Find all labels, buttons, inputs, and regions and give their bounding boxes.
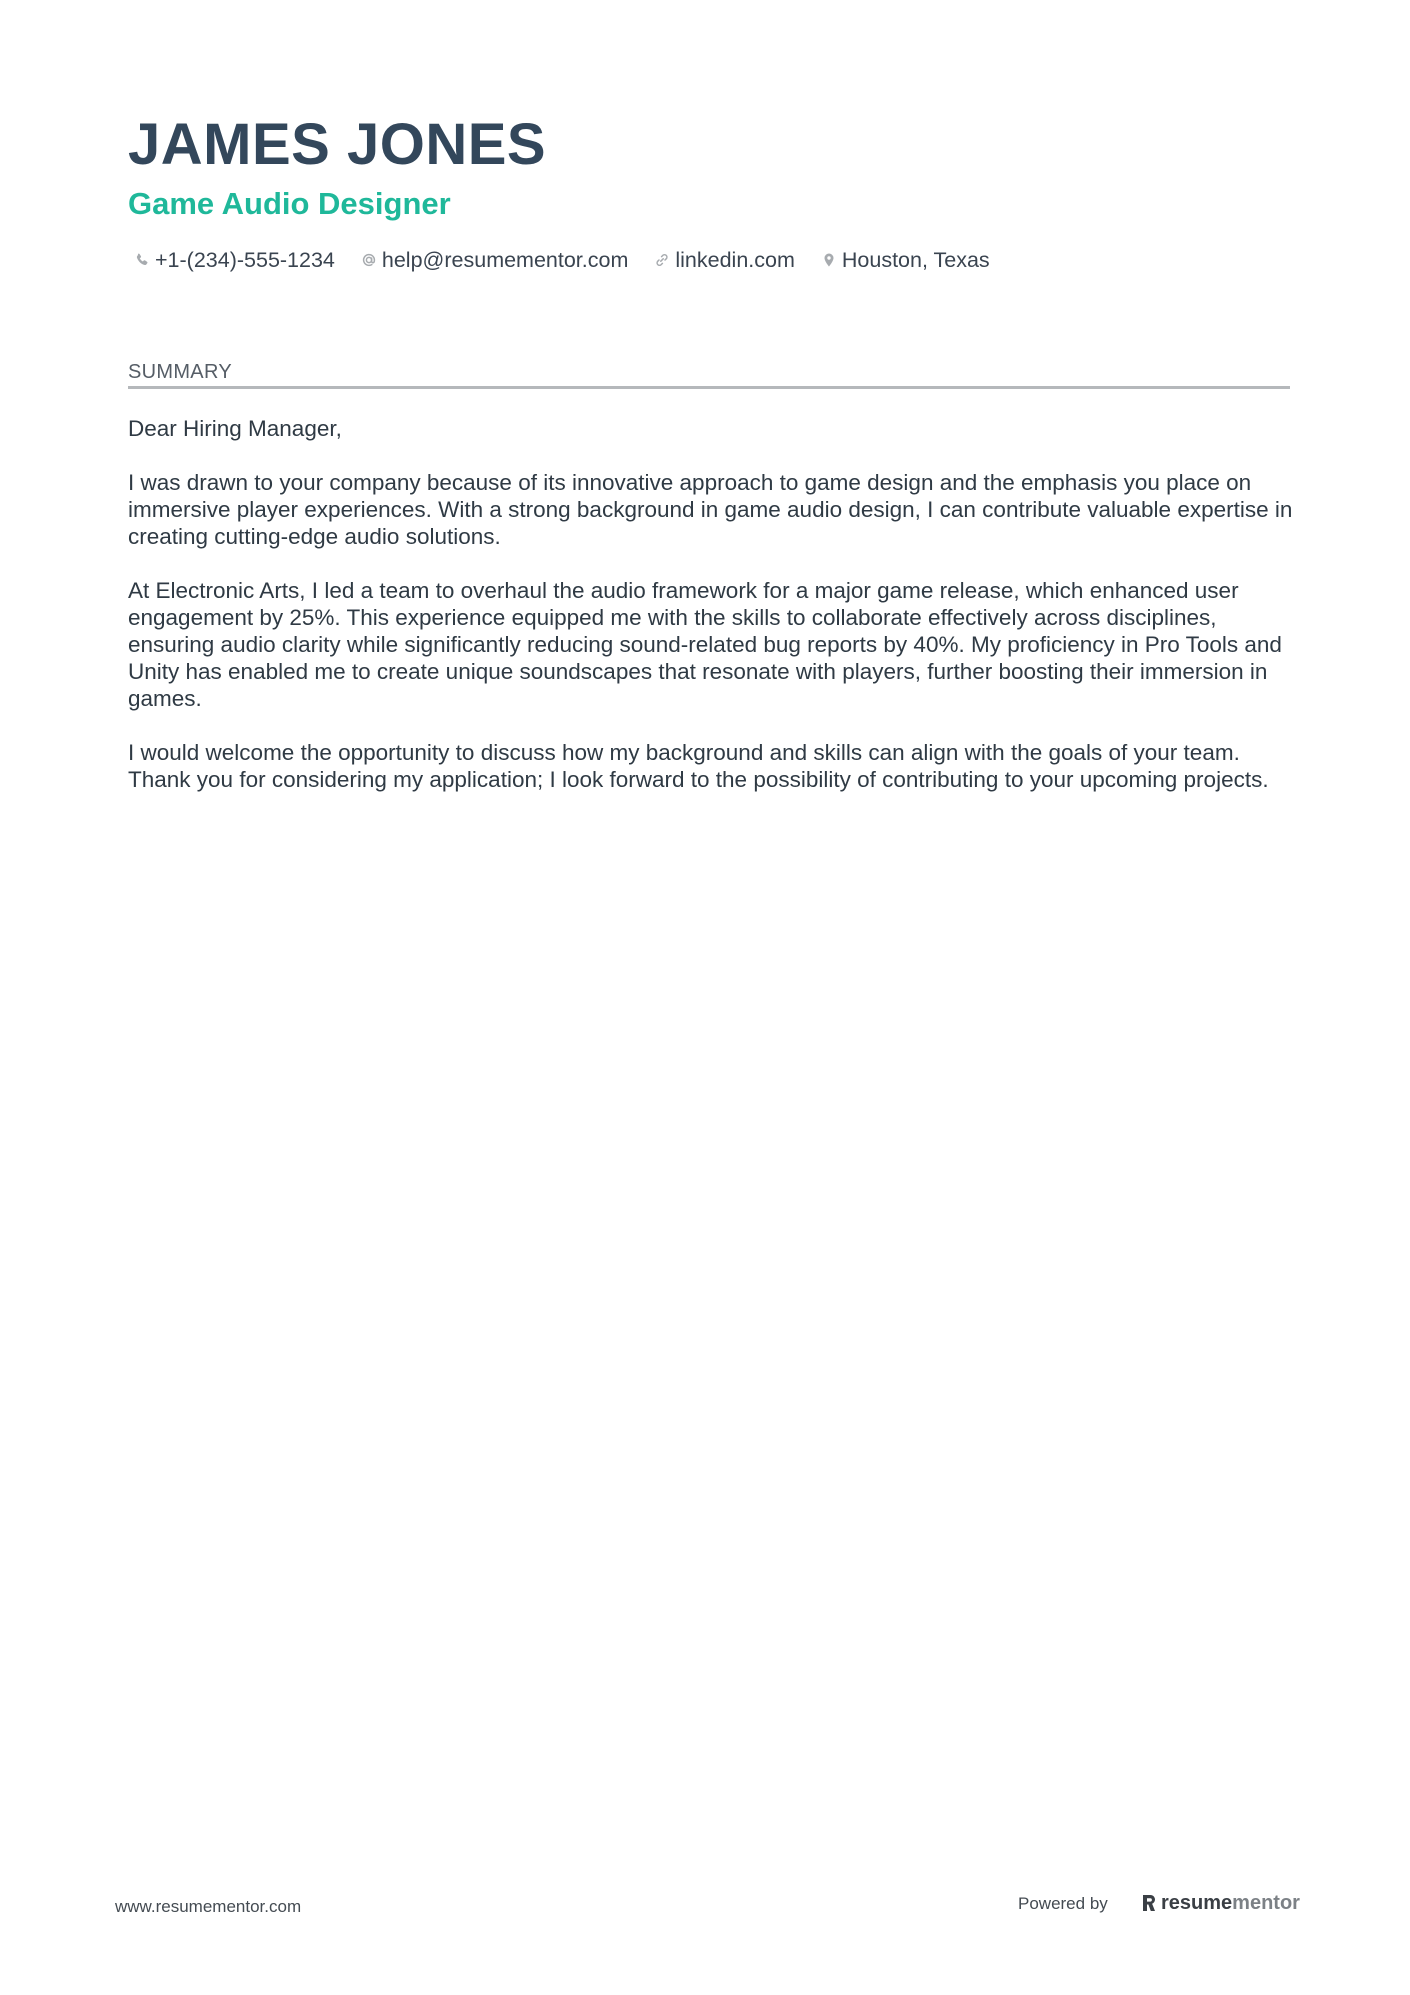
letter-paragraph-1: I was drawn to your company because of its innovative approach to game design and the emphasis you place on immersive player experiences. With a strong background in game audio design, I can contribute valuable expertise in creating cutting-edge audio solutions. (128, 470, 1293, 549)
logo-text-mentor: mentor (1232, 1892, 1300, 1914)
location-pin-icon (821, 252, 837, 268)
contact-email[interactable] (361, 244, 628, 276)
section-divider (128, 386, 1290, 389)
job-title: Game Audio Designer (128, 186, 451, 221)
at-icon (361, 252, 377, 268)
salutation: Dear Hiring Manager, (128, 416, 342, 441)
letter-body (128, 415, 1298, 820)
letter-paragraph-2: At Electronic Arts, I led a team to overhaul the audio framework for a major game release, which enhanced user engagement by 25%. This experience equipped me with the skills to collaborate effectively across disciplines, ensuring audio clarity while significantly reducing sound-related bug reports by 40%. My proficiency in Pro Tools and Unity has enabled me to create unique soundscapes that resonate with players, further boosting their immersion in games. (128, 578, 1282, 711)
candidate-name: JAMES JONES (128, 112, 547, 177)
contact-location-text: Houston, Texas (841, 248, 990, 272)
contact-phone-text: +1-(234)-555-1234 (155, 248, 335, 272)
contact-linkedin[interactable] (654, 244, 795, 276)
letter-paragraph-3: I would welcome the opportunity to discuss how my background and skills can align with the goals of your team. Thank you for considering my application; I look forward to the possibility of contributing to your upcoming projects. (128, 740, 1269, 792)
phone-icon (134, 252, 150, 268)
summary-heading: SUMMARY (128, 361, 232, 383)
contact-location (821, 244, 990, 276)
logo-text-resume: resume (1161, 1892, 1233, 1914)
contact-linkedin-text[interactable]: linkedin.com (675, 248, 795, 272)
contact-phone (134, 244, 335, 276)
footer-logo[interactable] (1141, 1888, 1300, 1918)
contact-bar (134, 244, 1016, 276)
resumementor-logo-icon (1141, 1893, 1157, 1913)
contact-email-text[interactable]: help@resumementor.com (381, 248, 629, 272)
footer-website-link[interactable]: www.resumementor.com (115, 1897, 302, 1916)
footer-powered-by: Powered by (1018, 1894, 1108, 1913)
link-icon (654, 252, 670, 268)
